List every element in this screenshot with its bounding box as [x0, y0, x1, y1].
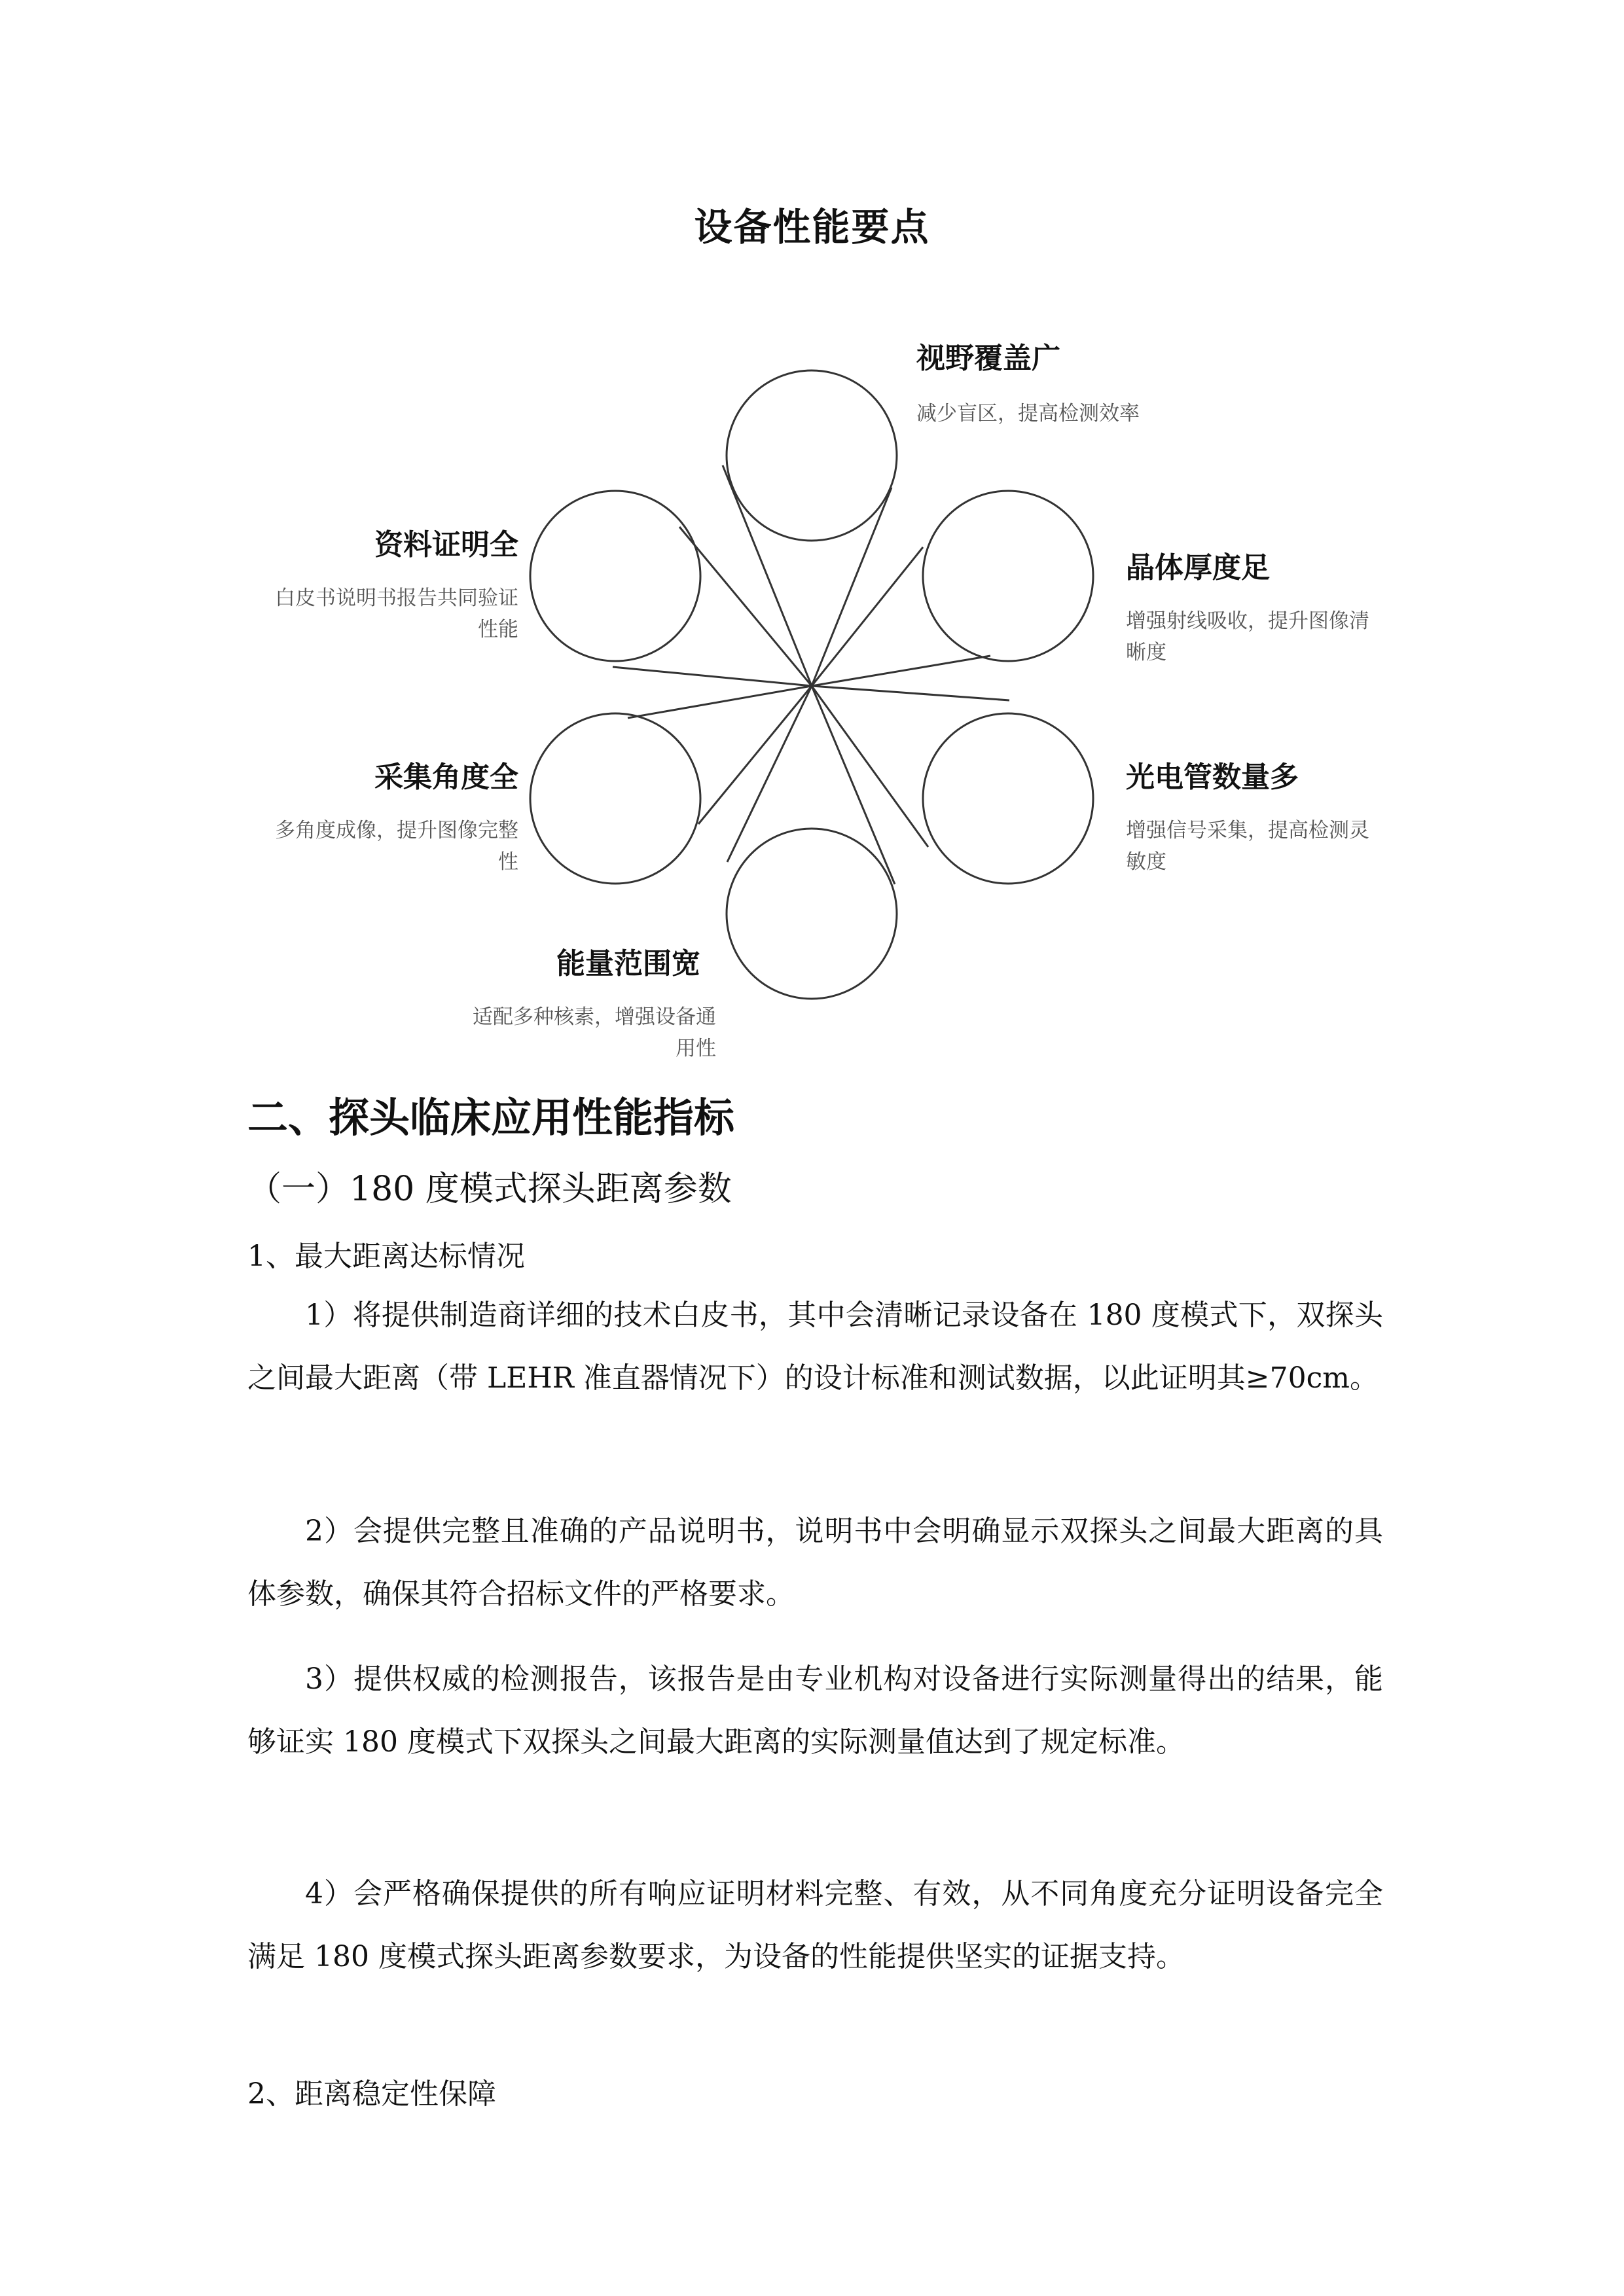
node-title-upper-left: 资料证明全 — [374, 528, 518, 562]
connector-line — [613, 667, 812, 686]
node-title-lower-right: 光电管数量多 — [1126, 761, 1299, 794]
node-desc-bottom: 适配多种核素，增强设备通用性 — [473, 1005, 716, 1060]
node-title-bottom: 能量范围宽 — [556, 947, 700, 980]
node-title-lower-left: 采集角度全 — [374, 761, 518, 794]
connector-line — [812, 547, 923, 686]
connector-line — [679, 527, 812, 686]
node-desc-upper-left: 白皮书说明书报告共同验证性能 — [275, 586, 518, 641]
node-desc-top: 减少盲区，提高检测效率 — [916, 402, 1140, 425]
node-desc-lower-left: 多角度成像，提升图像完整性 — [275, 819, 518, 874]
circle-bottom — [727, 829, 897, 999]
connector-line — [812, 656, 990, 686]
performance-diagram — [0, 0, 1624, 1086]
node-desc-lower-right: 增强信号采集，提高检测灵敏度 — [1126, 819, 1369, 874]
connector-line — [628, 686, 812, 718]
item-heading-1: 1、最大距离达标情况 — [247, 1240, 525, 1273]
circle-top — [727, 370, 897, 541]
circle-upper-right — [923, 491, 1093, 661]
paragraph-2: 2）会提供完整且准确的产品说明书，说明书中会明确显示双探头之间最大距离的具体参数，确保其符合招标文件的严格要求。 — [247, 1515, 1383, 1611]
paragraph-1: 1）将提供制造商详细的技术白皮书，其中会清晰记录设备在 180 度模式下，双探头之间最大距离（带 LEHR 准直器情况下）的设计标准和测试数据，以此证明其≥70cm。 — [247, 1299, 1383, 1395]
circle-lower-left — [530, 713, 700, 884]
circle-upper-left — [530, 491, 700, 661]
diagram-title: 设备性能要点 — [694, 205, 930, 249]
node-desc-upper-right: 增强射线吸收，提升图像清晰度 — [1126, 609, 1369, 664]
item-heading-2: 2、距离稳定性保障 — [247, 2077, 496, 2111]
section-heading: 二、探头临床应用性能指标 — [247, 1094, 735, 1141]
paragraph-4: 4）会严格确保提供的所有响应证明材料完整、有效，从不同角度充分证明设备完全满足 180 度模式探头距离参数要求，为设备的性能提供坚实的证据支持。 — [247, 1877, 1383, 1973]
connector-line — [812, 488, 892, 686]
paragraph-3: 3）提供权威的检测报告，该报告是由专业机构对设备进行实际测量得出的结果，能够证实 180 度模式下双探头之间最大距离的实际测量值达到了规定标准。 — [247, 1662, 1383, 1759]
node-title-top: 视野覆盖广 — [916, 342, 1060, 375]
node-title-upper-right: 晶体厚度足 — [1126, 551, 1270, 584]
connector-line — [812, 686, 1009, 700]
connector-line — [723, 465, 812, 686]
section-subheading: （一）180 度模式探头距离参数 — [247, 1170, 732, 1209]
circle-lower-right — [923, 713, 1093, 884]
